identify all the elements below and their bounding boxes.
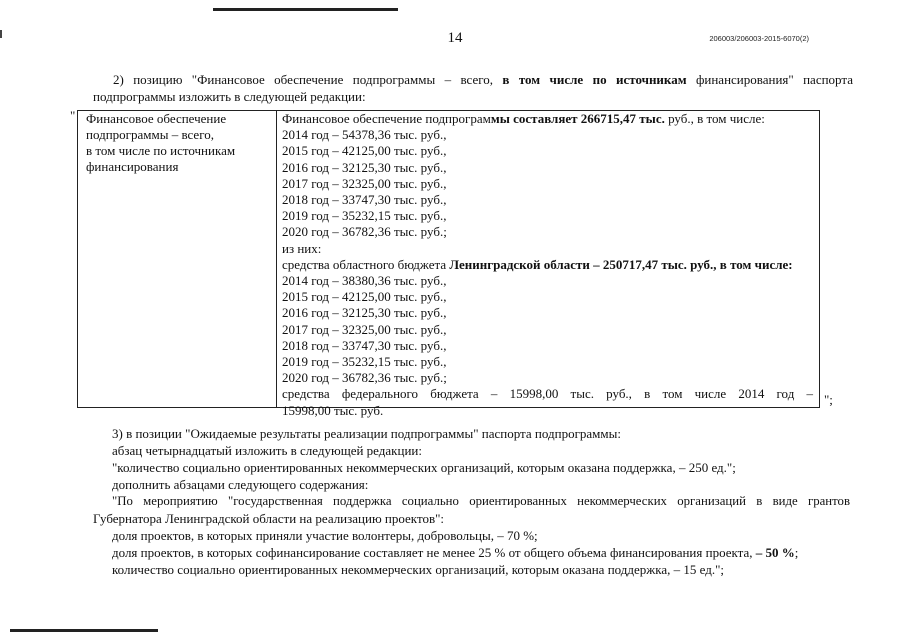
item-3-line: доля проектов, в которых софинансирование составляет не менее 25 % от общего объема финансирования проекта, – 50 %; — [112, 545, 799, 560]
item-3-line: 3) в позиции "Ожидаемые результаты реализации подпрограммы" паспорта подпрограммы: — [112, 426, 621, 441]
regional-line: средства областного бюджета Ленинградской области – 250717,47 тыс. руб., в том числе: — [282, 256, 793, 272]
document-code: 206003/206003-2015-6070(2) — [709, 34, 809, 43]
table-divider — [276, 111, 277, 407]
left-line: в том числе по источникам — [86, 143, 236, 158]
left-line: Финансовое обеспечение — [86, 111, 227, 126]
item-3-line: дополнить абзацами следующего содержания: — [112, 477, 369, 492]
regional-year-line: 2014 год – 38380,36 тыс. руб., — [282, 273, 447, 289]
total-year-line: 2020 год – 36782,36 тыс. руб.; — [282, 224, 447, 240]
federal-line: 15998,00 тыс. руб. — [282, 402, 384, 418]
total-year-line: 2016 год – 32125,30 тыс. руб., — [282, 159, 447, 175]
page-number: 14 — [447, 30, 463, 46]
table-left-cell — [86, 111, 271, 175]
federal-line: средства федерального бюджета – 15998,00 тыс. руб., в том числе 2014 год – — [282, 386, 813, 402]
regional-year-line: 2015 год – 42125,00 тыс. руб., — [282, 289, 447, 305]
item-3-line: количество социально ориентированных некоммерческих организаций, которым оказана поддержка, – 15 ед."; — [112, 562, 725, 577]
left-line: финансирования — [86, 159, 179, 174]
total-line: Финансовое обеспечение подпрограммы составляет 266715,47 тыс. руб., в том числе: — [282, 111, 765, 126]
regional-year-line: 2016 год – 32125,30 тыс. руб., — [282, 305, 447, 321]
close-quote: "; — [824, 392, 833, 407]
regional-year-line: 2019 год – 35232,15 тыс. руб., — [282, 354, 447, 370]
left-line: подпрограммы – всего, — [86, 127, 214, 142]
item-3-line: доля проектов, в которых приняли участие волонтеры, добровольцы, – 70 %; — [112, 528, 538, 543]
item-3-line: Губернатора Ленинградской области на реализацию проектов": — [93, 511, 445, 526]
regional-year-line: 2020 год – 36782,36 тыс. руб.; — [282, 370, 447, 386]
of-them-line: из них: — [282, 240, 322, 256]
total-year-line: 2014 год – 54378,36 тыс. руб., — [282, 127, 447, 143]
open-quote: " — [70, 108, 76, 123]
regional-year-line: 2017 год – 32325,00 тыс. руб., — [282, 321, 447, 337]
item-3-line: "количество социально ориентированных некоммерческих организаций, которым оказана поддержка, – 250 ед."; — [112, 460, 736, 475]
scan-artifact-edge — [0, 30, 2, 38]
table-right-cell — [282, 111, 813, 419]
regional-year-line: 2018 год – 33747,30 тыс. руб., — [282, 337, 447, 353]
scan-artifact-top — [213, 8, 398, 11]
item-2-paragraph: 2) позицию "Финансовое обеспечение подпрограммы – всего, в том числе по источникам финансирования" паспорта подпрограммы изложить в следующей редакции: — [93, 72, 853, 104]
total-year-line: 2018 год – 33747,30 тыс. руб., — [282, 192, 447, 208]
item-3-line: "По мероприятию "государственная поддержка социально ориентированных некоммерческих организаций в виде грантов — [112, 494, 850, 508]
total-year-line: 2019 год – 35232,15 тыс. руб., — [282, 208, 447, 224]
financing-table — [77, 110, 820, 418]
total-year-line: 2017 год – 32325,00 тыс. руб., — [282, 175, 447, 191]
total-year-line: 2015 год – 42125,00 тыс. руб., — [282, 143, 447, 159]
scan-artifact-bottom — [10, 629, 158, 632]
item-3-line: абзац четырнадцатый изложить в следующей редакции: — [112, 443, 422, 458]
